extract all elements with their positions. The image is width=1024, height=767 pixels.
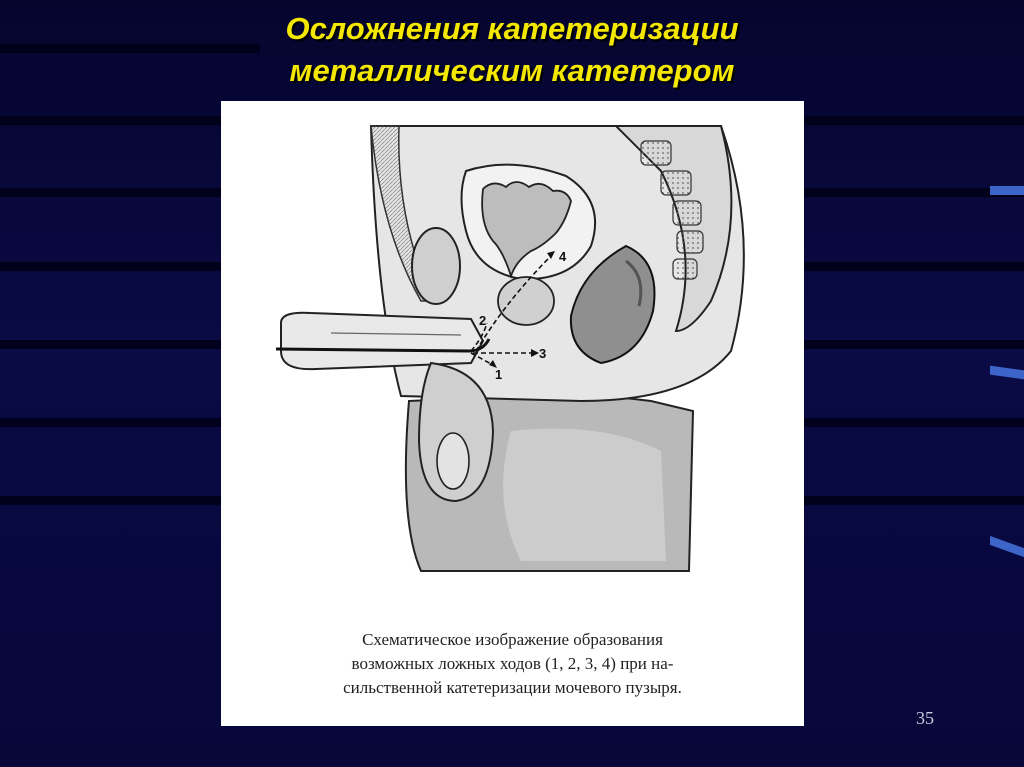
pubic-bone bbox=[412, 228, 460, 304]
anatomy-illustration bbox=[221, 101, 804, 621]
anatomy-figure bbox=[221, 101, 804, 726]
label-3: 3 bbox=[539, 346, 547, 361]
caption-line-3: сильственной катетеризации мочевого пузыря. bbox=[343, 678, 682, 697]
slide-title-line-1: Осложнения катетеризации bbox=[285, 11, 739, 46]
thigh-highlight bbox=[503, 429, 666, 562]
decor-accent bbox=[990, 186, 1024, 195]
slide-title-line-2: металлическим катетером bbox=[289, 53, 735, 88]
slide-title bbox=[0, 8, 1024, 92]
label-2: 2 bbox=[479, 313, 487, 328]
slide-number: 35 bbox=[916, 708, 934, 728]
caption-line-2: возможных ложных ходов (1, 2, 3, 4) при на- bbox=[351, 654, 674, 673]
figure-caption bbox=[221, 628, 804, 700]
label-4: 4 bbox=[559, 249, 567, 264]
caption-line-1: Схематическое изображение образования bbox=[362, 630, 663, 649]
penis-shaft bbox=[281, 313, 483, 369]
testis bbox=[437, 433, 469, 489]
label-1: 1 bbox=[495, 367, 503, 382]
prostate bbox=[498, 277, 554, 325]
